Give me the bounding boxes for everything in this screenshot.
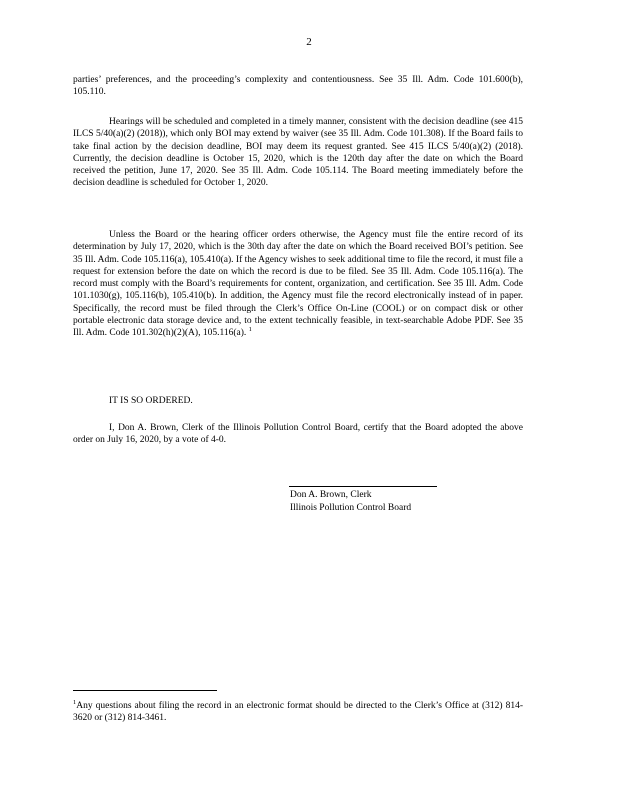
clerk-certification: I, Don A. Brown, Clerk of the Illinois Pollution Control Board, certify that the Board adopted the above order on July 16, 2020, by a vote of 4-0.	[73, 423, 523, 446]
signature-line	[289, 486, 437, 487]
paragraph-record-filing	[73, 229, 523, 340]
page-number: 2	[306, 36, 312, 48]
footnote-rule	[73, 690, 217, 691]
paragraph-hearings: Hearings will be scheduled and completed in a timely manner, consistent with the decision deadline (see 415 ILCS 5/40(a)(2) (2018)), which only BOI may extend by waiver (see 35 Ill. Adm. Code 101.308). If the Board fails to take final action by the decision deadline, BOI may deem its request granted. See 415 ILCS 5/40(a)(2) (2018). Currently, the decision deadline is October 15, 2020, which is the 120th day after the date on which the Board received the petition, June 17, 2020. See 35 Ill. Adm. Code 105.114. The Board meeting immediately before the decision deadline is scheduled for October 1, 2020.	[73, 117, 523, 189]
footnote-text: Any questions about filing the record in an electronic format should be directed to the Clerk’s Office at (312) 814-3620 or (312) 814-3461.	[73, 701, 523, 724]
paragraph-preferences: parties’ preferences, and the proceeding’s complexity and contentiousness. See 35 Ill. Adm. Code 101.600(b), 105.110.	[73, 75, 523, 98]
signature-block	[290, 489, 411, 515]
paragraph-record-filing-text: Unless the Board or the hearing officer orders otherwise, the Agency must file the entire record of its determination by July 17, 2020, which is the 30th day after the date on which the Board received BOI’s petition. See 35 Ill. Adm. Code 105.116(a), 105.410(a). If the Agency wishes to seek additional time to file the record, it must file a request for extension before the date on which the record is due to be filed. See 35 Ill. Adm. Code 105.116(a). The record must comply with the Board’s requirements for content, organization, and certification. See 35 Ill. Adm. Code 101.1030(g), 105.116(b), 105.410(b). In addition, the Agency must file the record electronically instead of in paper. Specifically, the record must be filed through the Clerk’s Office On-Line (COOL) or on compact disk or other portable electronic data storage device and, to the extent technically feasible, in text-searchable Adobe PDF. See 35 Ill. Adm. Code 101.302(h)(2)(A), 105.116(a).	[73, 230, 523, 339]
signature-org: Illinois Pollution Control Board	[290, 503, 412, 513]
order-statement: IT IS SO ORDERED.	[109, 396, 193, 406]
footnote-marker: 1	[248, 326, 252, 334]
signature-name: Don A. Brown, Clerk	[290, 490, 372, 500]
footnote	[73, 700, 523, 725]
footnote-number: 1	[73, 698, 77, 706]
